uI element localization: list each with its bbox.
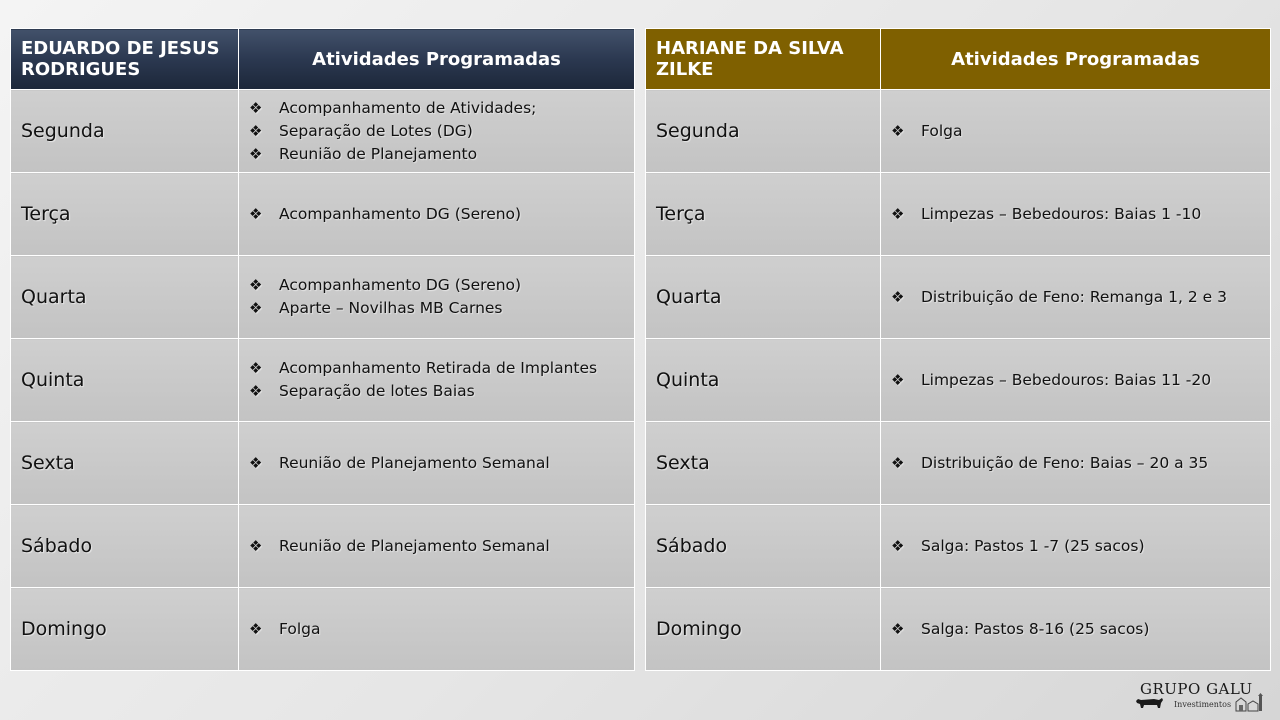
table-row — [646, 588, 1271, 671]
activity-text: Distribuição de Feno: Baias – 20 a 35 — [921, 453, 1209, 472]
table-row — [646, 505, 1271, 588]
table-row — [11, 422, 635, 505]
table-header-row — [646, 29, 1271, 90]
activity-text: Reunião de Planejamento Semanal — [279, 453, 550, 472]
activities-cell — [239, 588, 635, 671]
farm-icon — [1234, 692, 1264, 712]
list-item — [891, 452, 1270, 475]
list-item — [249, 535, 634, 558]
list-item — [249, 618, 634, 641]
day-cell: Sexta — [11, 422, 239, 505]
day-cell: Quarta — [646, 256, 881, 339]
activities-cell — [881, 505, 1271, 588]
company-logo — [1130, 678, 1270, 714]
schedule-table-eduardo — [10, 28, 635, 671]
diamond-bullet-icon: ❖ — [891, 121, 905, 140]
list-item — [891, 286, 1270, 309]
list-item — [249, 97, 634, 120]
activities-header: Atividades Programadas — [881, 29, 1271, 90]
diamond-bullet-icon: ❖ — [249, 453, 263, 472]
table-row — [11, 339, 635, 422]
activity-text: Limpezas – Bebedouros: Baias 11 -20 — [921, 370, 1212, 389]
table-row — [646, 173, 1271, 256]
diamond-bullet-icon: ❖ — [249, 121, 263, 140]
day-cell: Terça — [646, 173, 881, 256]
diamond-bullet-icon: ❖ — [249, 359, 263, 377]
logo-subtitle: Investimentos — [1174, 700, 1232, 709]
day-cell: Quinta — [646, 339, 881, 422]
activity-text: Acompanhamento DG (Sereno) — [279, 276, 522, 294]
activity-text: Salga: Pastos 8-16 (25 sacos) — [921, 619, 1150, 638]
diamond-bullet-icon: ❖ — [249, 204, 263, 223]
diamond-bullet-icon: ❖ — [249, 536, 263, 555]
day-cell: Segunda — [646, 90, 881, 173]
activities-header: Atividades Programadas — [239, 29, 635, 90]
day-cell: Sábado — [11, 505, 239, 588]
list-item — [249, 203, 634, 226]
activity-text: Folga — [279, 619, 321, 638]
table-row — [646, 339, 1271, 422]
activities-cell — [239, 422, 635, 505]
person-name-header: HARIANE DA SILVA ZILKE — [646, 29, 881, 90]
diamond-bullet-icon: ❖ — [891, 453, 905, 472]
table-row — [11, 256, 635, 339]
diamond-bullet-icon: ❖ — [249, 276, 263, 294]
activities-cell — [881, 422, 1271, 505]
list-item — [249, 297, 634, 320]
activity-text: Limpezas – Bebedouros: Baias 1 -10 — [921, 204, 1202, 223]
list-item — [891, 618, 1270, 641]
diamond-bullet-icon: ❖ — [249, 144, 263, 163]
schedule-table-hariane — [645, 28, 1271, 671]
activities-cell — [239, 173, 635, 256]
diamond-bullet-icon: ❖ — [891, 287, 905, 306]
list-item — [891, 120, 1270, 143]
list-item — [249, 380, 634, 403]
activity-text: Separação de lotes Baias — [279, 382, 475, 400]
diamond-bullet-icon: ❖ — [249, 382, 263, 400]
activities-cell — [239, 256, 635, 339]
activity-text: Aparte – Novilhas MB Carnes — [279, 299, 503, 317]
list-item — [891, 535, 1270, 558]
diamond-bullet-icon: ❖ — [891, 370, 905, 389]
table-row — [11, 90, 635, 173]
diamond-bullet-icon: ❖ — [249, 299, 263, 317]
activities-cell — [881, 173, 1271, 256]
activity-text: Salga: Pastos 1 -7 (25 sacos) — [921, 536, 1145, 555]
table-row — [11, 505, 635, 588]
diamond-bullet-icon: ❖ — [891, 204, 905, 223]
diamond-bullet-icon: ❖ — [891, 536, 905, 555]
activity-text: Acompanhamento de Atividades; — [279, 98, 537, 117]
activity-text: Distribuição de Feno: Remanga 1, 2 e 3 — [921, 287, 1227, 306]
activities-cell — [239, 505, 635, 588]
list-item — [891, 369, 1270, 392]
activity-text: Separação de Lotes (DG) — [279, 121, 473, 140]
activity-text: Reunião de Planejamento — [279, 144, 478, 163]
diamond-bullet-icon: ❖ — [891, 619, 905, 638]
table-row — [11, 173, 635, 256]
table-row — [646, 256, 1271, 339]
day-cell: Quinta — [11, 339, 239, 422]
list-item — [249, 143, 634, 166]
list-item — [891, 203, 1270, 226]
day-cell: Domingo — [11, 588, 239, 671]
list-item — [249, 274, 634, 297]
day-cell: Segunda — [11, 90, 239, 173]
table-row — [11, 588, 635, 671]
day-cell: Sexta — [646, 422, 881, 505]
activities-cell — [239, 339, 635, 422]
day-cell: Domingo — [646, 588, 881, 671]
logo-title: GRUPO GALU — [1140, 680, 1253, 698]
activity-text: Folga — [921, 121, 963, 140]
list-item — [249, 120, 634, 143]
activity-text: Acompanhamento DG (Sereno) — [279, 204, 522, 223]
activities-cell — [881, 339, 1271, 422]
list-item — [249, 357, 634, 380]
activities-cell — [881, 90, 1271, 173]
activity-text: Reunião de Planejamento Semanal — [279, 536, 550, 555]
list-item — [249, 452, 634, 475]
day-cell: Quarta — [11, 256, 239, 339]
table-header-row — [11, 29, 635, 90]
activities-cell — [239, 90, 635, 173]
bull-icon — [1134, 696, 1164, 710]
day-cell: Sábado — [646, 505, 881, 588]
day-cell: Terça — [11, 173, 239, 256]
diamond-bullet-icon: ❖ — [249, 98, 263, 117]
table-row — [646, 422, 1271, 505]
diamond-bullet-icon: ❖ — [249, 619, 263, 638]
table-row — [646, 90, 1271, 173]
person-name-header: EDUARDO DE JESUS RODRIGUES — [11, 29, 239, 90]
activities-cell — [881, 588, 1271, 671]
activity-text: Acompanhamento Retirada de Implantes — [279, 359, 598, 377]
activities-cell — [881, 256, 1271, 339]
